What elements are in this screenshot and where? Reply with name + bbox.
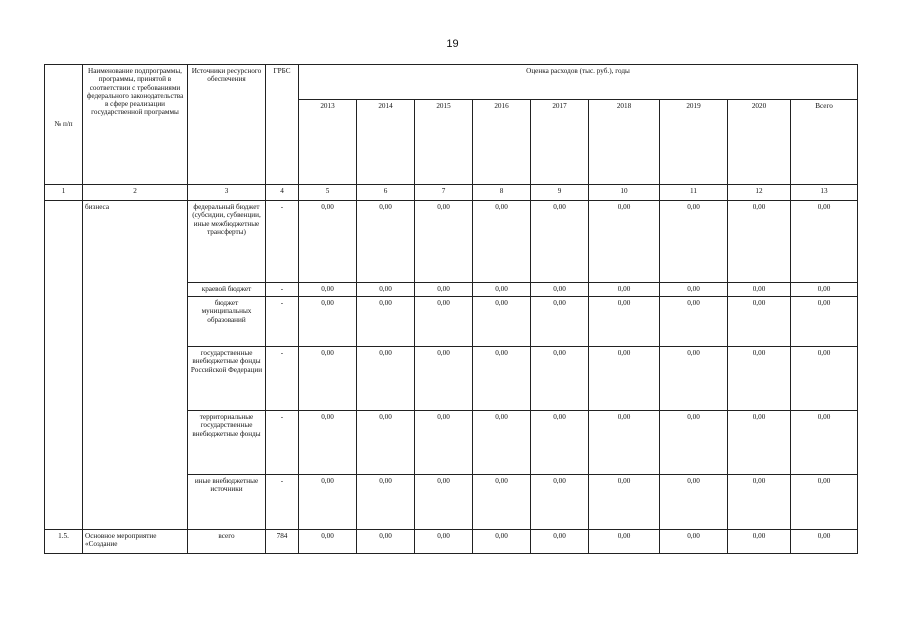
value-cell: 0,00 [357, 530, 415, 554]
grbs-cell: 784 [266, 530, 299, 554]
row-num: 1.5. [45, 530, 83, 554]
row-name: Основное мероприятие «Создание [83, 530, 188, 554]
value-cell: 0,00 [299, 347, 357, 411]
value-cell: 0,00 [531, 283, 589, 297]
header-year: 2019 [660, 100, 728, 185]
column-number-row [45, 185, 858, 201]
grbs-cell: - [266, 297, 299, 347]
grbs-cell: - [266, 347, 299, 411]
row-name: бизнеса [83, 201, 188, 530]
value-cell: 0,00 [660, 411, 728, 475]
value-cell: 0,00 [473, 411, 531, 475]
value-cell: 0,00 [589, 283, 660, 297]
value-cell: 0,00 [299, 297, 357, 347]
source-cell: государственные внебюджетные фонды Российской Федерации [188, 347, 266, 411]
value-cell: 0,00 [791, 283, 858, 297]
row-num [45, 201, 83, 530]
header-grbs: ГРБС [266, 65, 299, 185]
grbs-cell: - [266, 411, 299, 475]
value-cell: 0,00 [791, 530, 858, 554]
source-cell: бюджет муниципальных образований [188, 297, 266, 347]
value-cell: 0,00 [589, 347, 660, 411]
value-cell: 0,00 [415, 347, 473, 411]
source-cell: краевой бюджет [188, 283, 266, 297]
column-number: 11 [660, 185, 728, 201]
value-cell: 0,00 [415, 475, 473, 530]
header-row-top [45, 65, 858, 100]
column-number: 9 [531, 185, 589, 201]
value-cell: 0,00 [728, 297, 791, 347]
value-cell: 0,00 [299, 283, 357, 297]
grbs-cell: - [266, 201, 299, 283]
header-year: 2013 [299, 100, 357, 185]
value-cell: 0,00 [473, 475, 531, 530]
value-cell: 0,00 [531, 297, 589, 347]
value-cell: 0,00 [473, 283, 531, 297]
header-year: 2018 [589, 100, 660, 185]
source-cell: иные внебюджетные источники [188, 475, 266, 530]
value-cell: 0,00 [357, 411, 415, 475]
value-cell: 0,00 [473, 297, 531, 347]
value-cell: 0,00 [589, 411, 660, 475]
header-year: 2017 [531, 100, 589, 185]
source-cell: территориальные государственные внебюджетные фонды [188, 411, 266, 475]
value-cell: 0,00 [728, 347, 791, 411]
value-cell: 0,00 [791, 475, 858, 530]
value-cell: 0,00 [660, 201, 728, 283]
value-cell: 0,00 [531, 201, 589, 283]
value-cell: 0,00 [531, 347, 589, 411]
value-cell: 0,00 [791, 347, 858, 411]
value-cell: 0,00 [357, 347, 415, 411]
grbs-cell: - [266, 283, 299, 297]
value-cell: 0,00 [660, 347, 728, 411]
grbs-cell: - [266, 475, 299, 530]
value-cell: 0,00 [357, 201, 415, 283]
column-number: 6 [357, 185, 415, 201]
source-cell: федеральный бюджет (субсидии, субвенции, иные межбюджетные трансферты) [188, 201, 266, 283]
header-name: Наименование подпрограммы, программы, принятой в соответствии с требованиями федерального законодательства в сфере реализации государственной программы [83, 65, 188, 185]
column-number: 2 [83, 185, 188, 201]
budget-table [44, 64, 858, 554]
value-cell: 0,00 [415, 530, 473, 554]
value-cell: 0,00 [531, 530, 589, 554]
value-cell: 0,00 [299, 201, 357, 283]
value-cell: 0,00 [357, 283, 415, 297]
value-cell: 0,00 [660, 530, 728, 554]
value-cell: 0,00 [473, 530, 531, 554]
header-year: 2014 [357, 100, 415, 185]
value-cell: 0,00 [728, 475, 791, 530]
column-number: 8 [473, 185, 531, 201]
value-cell: 0,00 [589, 475, 660, 530]
value-cell: 0,00 [791, 297, 858, 347]
column-number: 3 [188, 185, 266, 201]
value-cell: 0,00 [473, 201, 531, 283]
value-cell: 0,00 [791, 201, 858, 283]
value-cell: 0,00 [415, 297, 473, 347]
value-cell: 0,00 [415, 411, 473, 475]
value-cell: 0,00 [660, 283, 728, 297]
value-cell: 0,00 [589, 297, 660, 347]
header-costs: Оценка расходов (тыс. руб.), годы [299, 65, 858, 100]
value-cell: 0,00 [728, 201, 791, 283]
value-cell: 0,00 [728, 530, 791, 554]
column-number: 4 [266, 185, 299, 201]
value-cell: 0,00 [728, 411, 791, 475]
table-row [45, 530, 858, 554]
value-cell: 0,00 [299, 530, 357, 554]
header-num: № п/п [45, 65, 83, 185]
header-year: 2015 [415, 100, 473, 185]
table-row [45, 201, 858, 283]
value-cell: 0,00 [415, 201, 473, 283]
value-cell: 0,00 [299, 411, 357, 475]
value-cell: 0,00 [357, 475, 415, 530]
header-year: 2016 [473, 100, 531, 185]
page-number: 19 [446, 38, 459, 50]
value-cell: 0,00 [415, 283, 473, 297]
value-cell: 0,00 [728, 283, 791, 297]
value-cell: 0,00 [473, 347, 531, 411]
value-cell: 0,00 [589, 201, 660, 283]
column-number: 1 [45, 185, 83, 201]
column-number: 13 [791, 185, 858, 201]
value-cell: 0,00 [589, 530, 660, 554]
column-number: 10 [589, 185, 660, 201]
value-cell: 0,00 [531, 411, 589, 475]
header-sources: Источники ресурсного обеспечения [188, 65, 266, 185]
column-number: 5 [299, 185, 357, 201]
value-cell: 0,00 [660, 297, 728, 347]
column-number: 12 [728, 185, 791, 201]
value-cell: 0,00 [791, 411, 858, 475]
value-cell: 0,00 [531, 475, 589, 530]
header-total: Всего [791, 100, 858, 185]
value-cell: 0,00 [660, 475, 728, 530]
header-year: 2020 [728, 100, 791, 185]
column-number: 7 [415, 185, 473, 201]
value-cell: 0,00 [299, 475, 357, 530]
source-cell: всего [188, 530, 266, 554]
value-cell: 0,00 [357, 297, 415, 347]
